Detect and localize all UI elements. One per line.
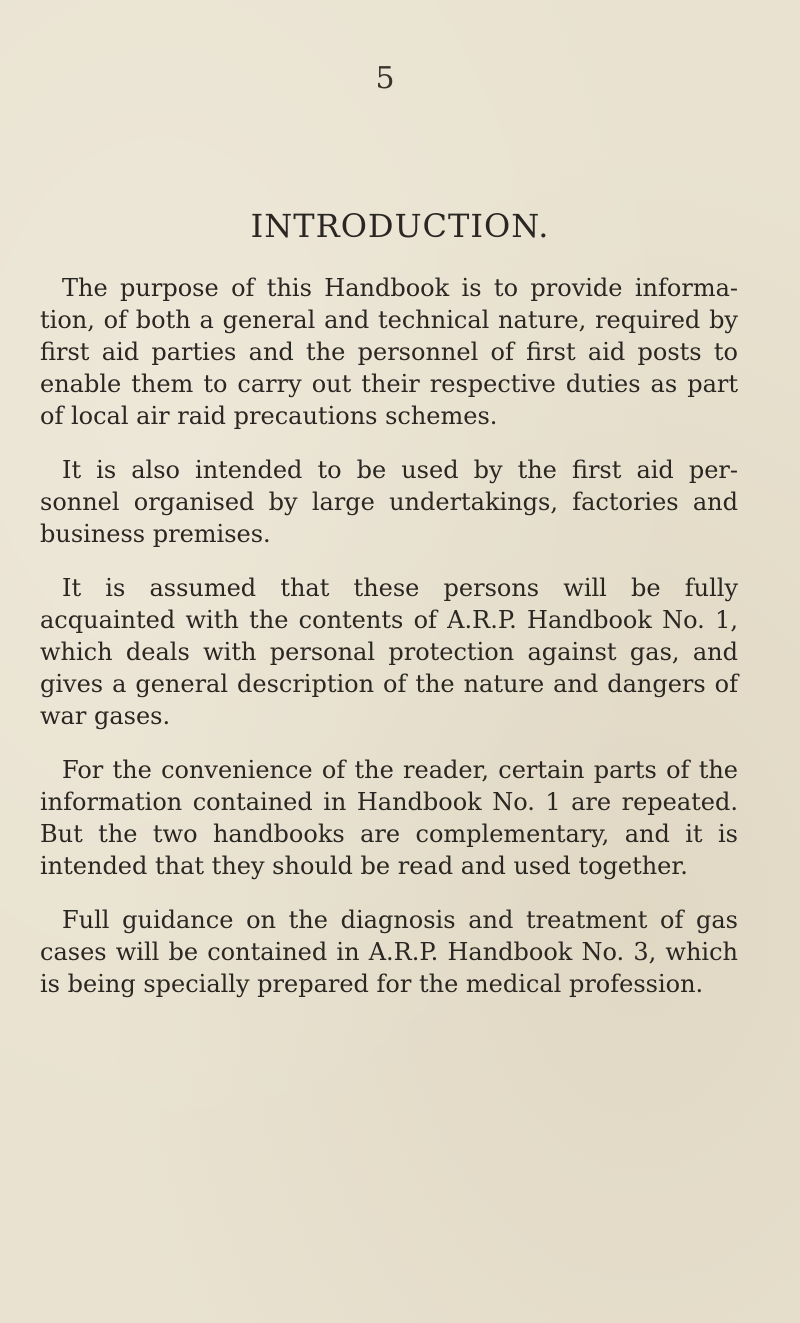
paragraph-convenience: For the convenience of the reader, certain parts of the information contained in Handbook No. 1 are repeated. But the two handbooks are complementary, and it is intended that they should be read and used together.: [40, 756, 738, 880]
page-heading: INTRODUCTION.: [250, 207, 550, 245]
paragraph-guidance: Full guidance on the diagnosis and treatment of gas cases will be contained in A.R.P. Handbook No. 3, which is being specially prepared for the medical profession.: [40, 906, 738, 998]
paragraph-assumption: It is assumed that these persons will be fully acquainted with the contents of A.R.P. Handbook No. 1, which deals with personal protection against gas, and gives a general description of the nature and dangers of war gases.: [40, 574, 738, 730]
page-number: 5: [375, 61, 395, 96]
paragraph-personnel: It is also intended to be used by the first aid per- sonnel organised by large undertakings, factories and business premises.: [40, 456, 738, 548]
body-text: [40, 272, 738, 1022]
paragraph-purpose: The purpose of this Handbook is to provide informa- tion, of both a general and technical nature, required by first aid parties and the personnel of first aid posts to enable them to carry out their respective duties as part of local air raid precautions schemes.: [40, 274, 738, 430]
